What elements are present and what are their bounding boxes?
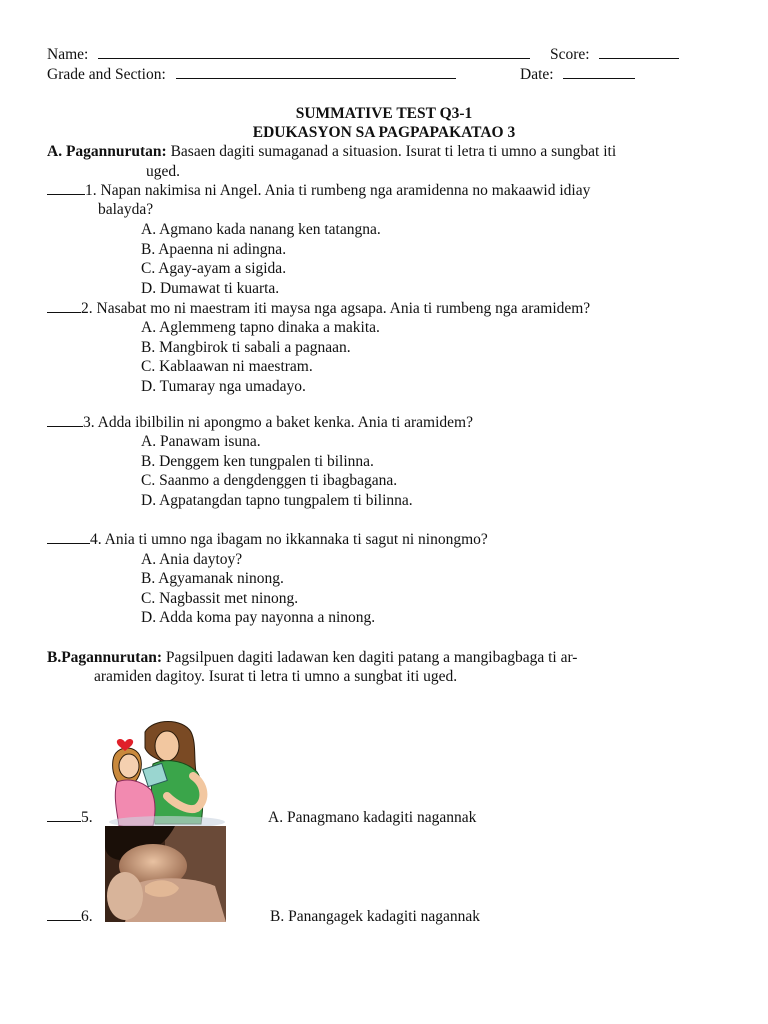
choice-1b: B. Apaenna ni adingna. [141,241,287,258]
answer-blank-2[interactable] [47,300,81,313]
answer-blank-3[interactable] [47,414,83,427]
hand-kiss-image [105,826,226,922]
choice-3c: C. Saanmo a dengdenggen ti ibagbagana. [141,472,398,489]
choice-2a: A. Aglemmeng tapno dinaka a makita. [141,319,380,336]
question-1: 1. Napan nakimisa ni Angel. Ania ti rumbeng nga aramidenna no makaawid idiay [47,182,590,200]
name-row [47,45,530,64]
answer-blank-5[interactable] [47,809,81,822]
choice-4a: A. Ania daytoy? [141,551,243,568]
choice-1d: D. Dumawat ti kuarta. [141,280,280,297]
mother-daughter-clipart [105,720,227,826]
item-5-answer: A. Panagmano kadagiti nagannak [268,809,477,826]
answer-blank-1[interactable] [47,182,85,195]
item-5: 5. [47,809,93,827]
item-6: 6. [47,908,93,926]
choice-2b: B. Mangbirok ti sabali a pagnaan. [141,339,351,356]
answer-blank-6[interactable] [47,908,81,921]
choice-3a: A. Panawam isuna. [141,433,261,450]
date-label: Date: [520,66,554,83]
grade-label: Grade and Section: [47,66,166,83]
partB-instruction: B.Pagannurutan: Pagsilpuen dagiti ladawan ken dagiti patang a mangibagbaga ti ar- [47,649,578,666]
question-1-cont: balayda? [98,201,154,218]
choice-4b: B. Agyamanak ninong. [141,570,284,587]
date-field[interactable] [563,65,635,79]
partA-label: A. Pagannurutan: [47,143,167,160]
page-title: SUMMATIVE TEST Q3-1 [295,105,473,122]
item-6-answer: B. Panangagek kadagiti nagannak [270,908,481,925]
choice-2c: C. Kablaawan ni maestram. [141,358,313,375]
choice-1c: C. Agay-ayam a sigida. [141,260,287,277]
choice-4c: C. Nagbassit met ninong. [141,590,299,607]
name-field[interactable] [98,45,530,59]
page-subtitle: EDUKASYON SA PAGPAPAKATAO 3 [252,124,516,141]
date-row [520,65,635,84]
choice-3b: B. Denggem ken tungpalen ti bilinna. [141,453,374,470]
partB-label: B.Pagannurutan: [47,649,162,666]
partA-instruction: A. Pagannurutan: Basaen dagiti sumaganad a situasion. Isurat ti letra ti umno a sungbat iti [47,143,617,160]
choice-1a: A. Agmano kada nanang ken tatangna. [141,221,381,238]
question-4: 4. Ania ti umno nga ibagam no ikkannaka ti sagut ni ninongmo? [47,531,488,549]
partA-instruction-cont: uged. [146,163,181,180]
partB-instruction-cont: aramiden dagitoy. Isurat ti letra ti umno a sungbat iti uged. [94,668,458,685]
score-field[interactable] [599,45,679,59]
score-label: Score: [550,46,590,63]
mother-daughter-image [105,720,227,826]
score-row [550,45,679,64]
name-label: Name: [47,46,89,63]
answer-blank-4[interactable] [47,531,90,544]
grade-row [47,65,456,84]
question-2: 2. Nasabat mo ni maestram iti maysa nga agsapa. Ania ti rumbeng nga aramidem? [47,300,590,318]
question-3: 3. Adda ibilbilin ni apongmo a baket kenka. Ania ti aramidem? [47,414,473,432]
choice-2d: D. Tumaray nga umadayo. [141,378,306,395]
grade-field[interactable] [176,65,456,79]
hand-kiss-photo [105,826,226,922]
choice-3d: D. Agpatangdan tapno tungpalem ti bilinna. [141,492,413,509]
choice-4d: D. Adda koma pay nayonna a ninong. [141,609,376,626]
